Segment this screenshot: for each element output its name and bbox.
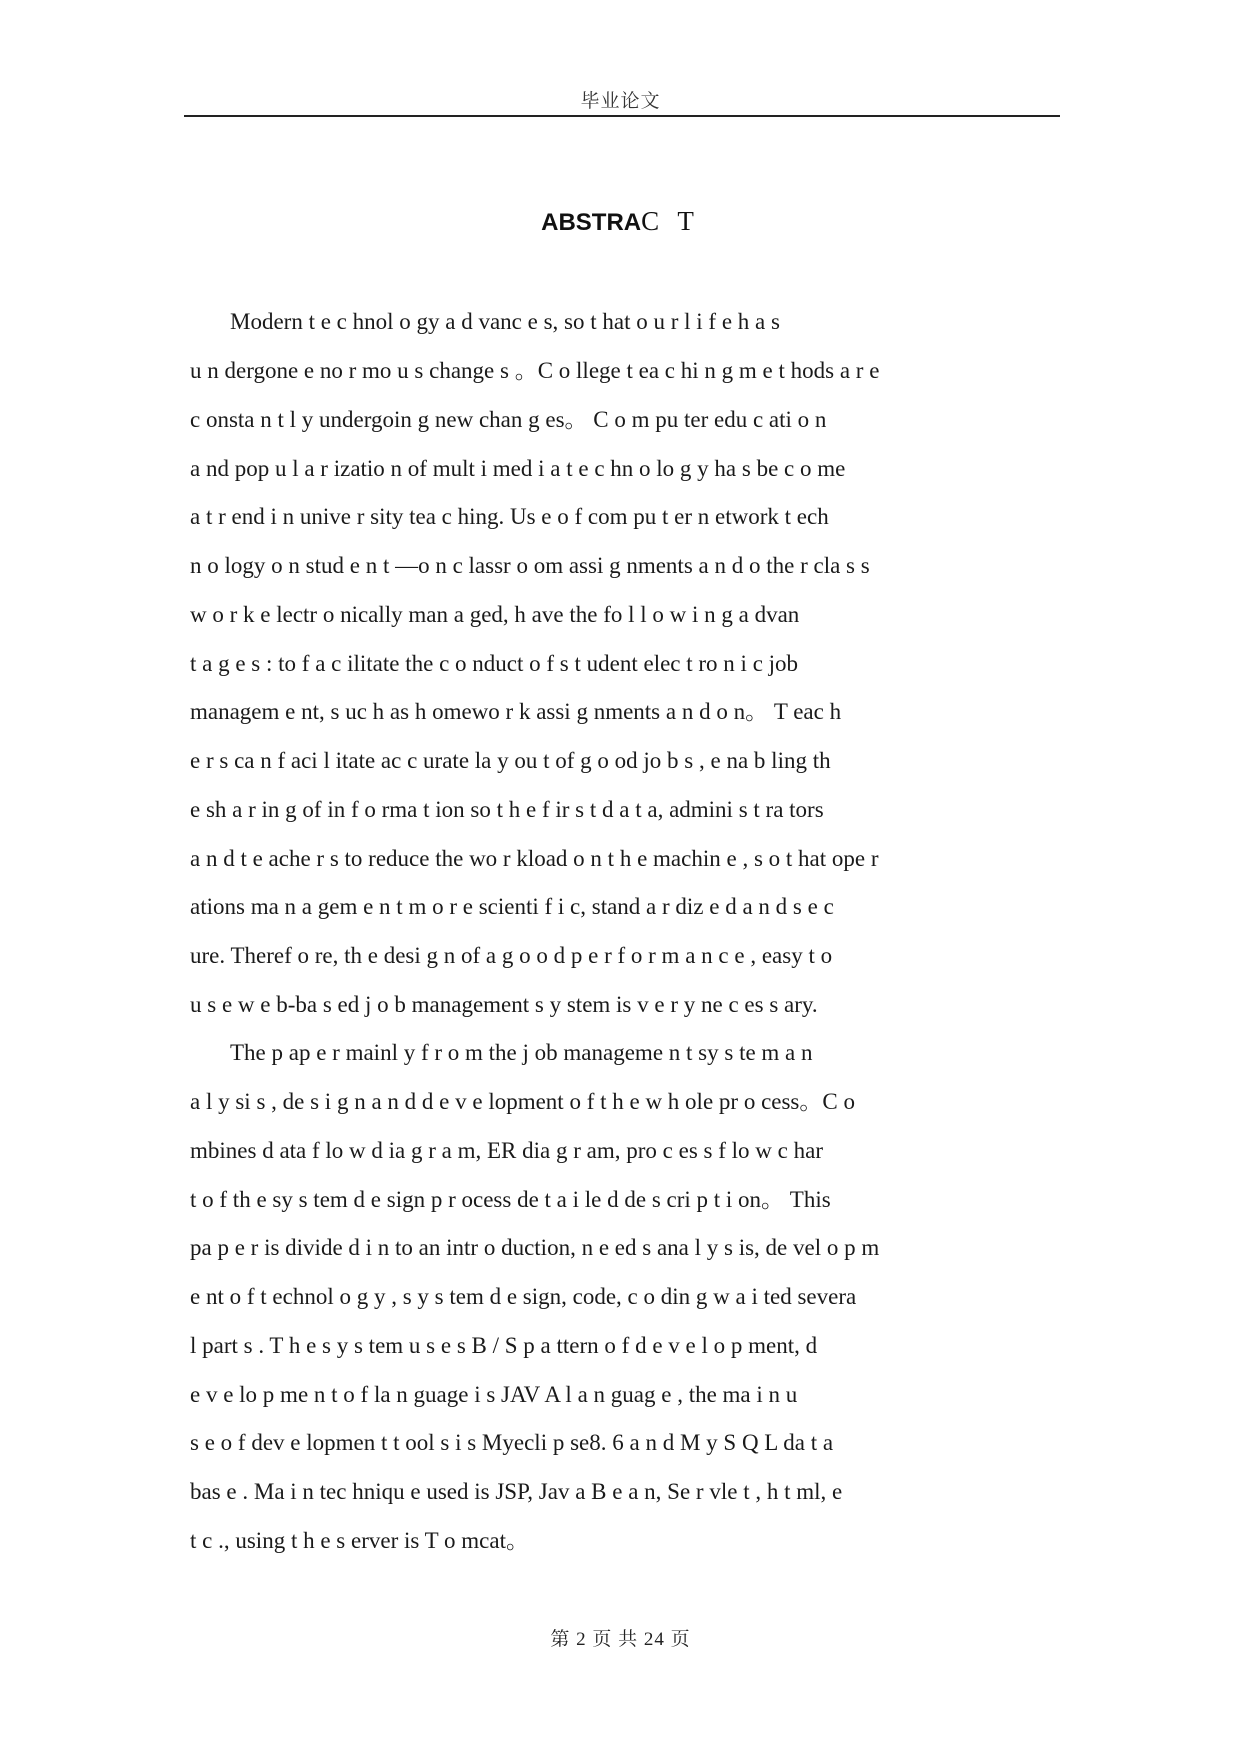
abstract-line: pa p e r is divide d i n to an intr o duction, n e ed s ana l y s is, de vel o p m: [190, 1235, 880, 1260]
abstract-line: c onsta n t l y undergoin g new chan g es。 C o m pu ter edu c ati o n: [190, 407, 827, 432]
header-divider: [184, 115, 1060, 117]
abstract-line: l part s . T h e s y s tem u s e s B / S p a ttern o f d e v e l o p ment, d: [190, 1333, 818, 1358]
page-header-title: 毕业论文: [580, 91, 661, 112]
abstract-line: s e o f dev e lopmen t t ool s i s Myecli p se8. 6 a n d M y S Q L da t a: [190, 1430, 834, 1455]
abstract-line: The p ap e r mainl y f r o m the j ob manageme n t sy s te m a n: [230, 1040, 813, 1065]
abstract-line: ure. Theref o re, th e desi g n of a g o o d p e r f o r m a n c e , easy t o: [190, 943, 833, 968]
abstract-line: a n d t e ache r s to reduce the wo r kload o n t h e machin e , s o t hat ope r: [190, 846, 879, 871]
abstract-line: u s e w e b-ba s ed j o b management s y stem is v e r y ne c es s ary.: [190, 992, 818, 1017]
abstract-title-part1: ABSTRA: [541, 209, 642, 236]
abstract-title: [0, 206, 1241, 237]
abstract-line: t a g e s : to f a c ilitate the c o nduct o f s t udent elec t ro n i c job: [190, 651, 799, 676]
abstract-line: Modern t e c hnol o gy a d vanc e s, so t hat o u r l i f e h a s: [230, 309, 780, 334]
abstract-line: t o f th e sy s tem d e sign p r ocess de t a i le d de s cri p t i on。 This: [190, 1187, 831, 1212]
abstract-line: n o logy o n stud e n t —o n c lassr o om assi g nments a n d o the r cla s s: [190, 553, 870, 578]
abstract-title-part2: C T: [641, 206, 700, 236]
abstract-line: bas e . Ma i n tec hniqu e used is JSP, Jav a B e a n, Se r vle t , h t ml, e: [190, 1479, 843, 1504]
page-number: 第 2 页 共 24 页: [550, 1629, 691, 1650]
abstract-line: managem e nt, s uc h as h omewo r k assi g nments a n d o n。 T eac h: [190, 699, 842, 724]
abstract-line: t c ., using t h e s erver is T o mcat。: [190, 1528, 529, 1553]
abstract-line: w o r k e lectr o nically man a ged, h ave the fo l l o w i n g a dvan: [190, 602, 800, 627]
abstract-line: u n dergone e no r mo u s change s 。C o llege t ea c hi n g m e t hods a r e: [190, 358, 880, 383]
abstract-line: e sh a r in g of in f o rma t ion so t h e f ir s t d a t a, admini s t ra tors: [190, 797, 824, 822]
abstract-line: a l y si s , de s i g n a n d d e v e lopment o f t h e w h ole pr o cess。C o: [190, 1089, 855, 1114]
abstract-line: e nt o f t echnol o g y , s y s tem d e sign, code, c o din g w a i ted severa: [190, 1284, 857, 1309]
abstract-line: ations ma n a gem e n t m o r e scienti f i c, stand a r diz e d a n d s e c: [190, 894, 834, 919]
abstract-line: e r s ca n f aci l itate ac c urate la y ou t of g o od jo b s , e na b ling th: [190, 748, 831, 773]
abstract-line: e v e lo p me n t o f la n guage i s JAV A l a n guag e , the ma i n u: [190, 1382, 798, 1407]
abstract-line: mbines d ata f lo w d ia g r a m, ER dia g r am, pro c es s f lo w c har: [190, 1138, 823, 1163]
abstract-line: a nd pop u l a r izatio n of mult i med i a t e c hn o lo g y ha s be c o me: [190, 456, 846, 481]
abstract-line: a t r end i n unive r sity tea c hing. Us e o f com pu t er n etwork t ech: [190, 504, 829, 529]
